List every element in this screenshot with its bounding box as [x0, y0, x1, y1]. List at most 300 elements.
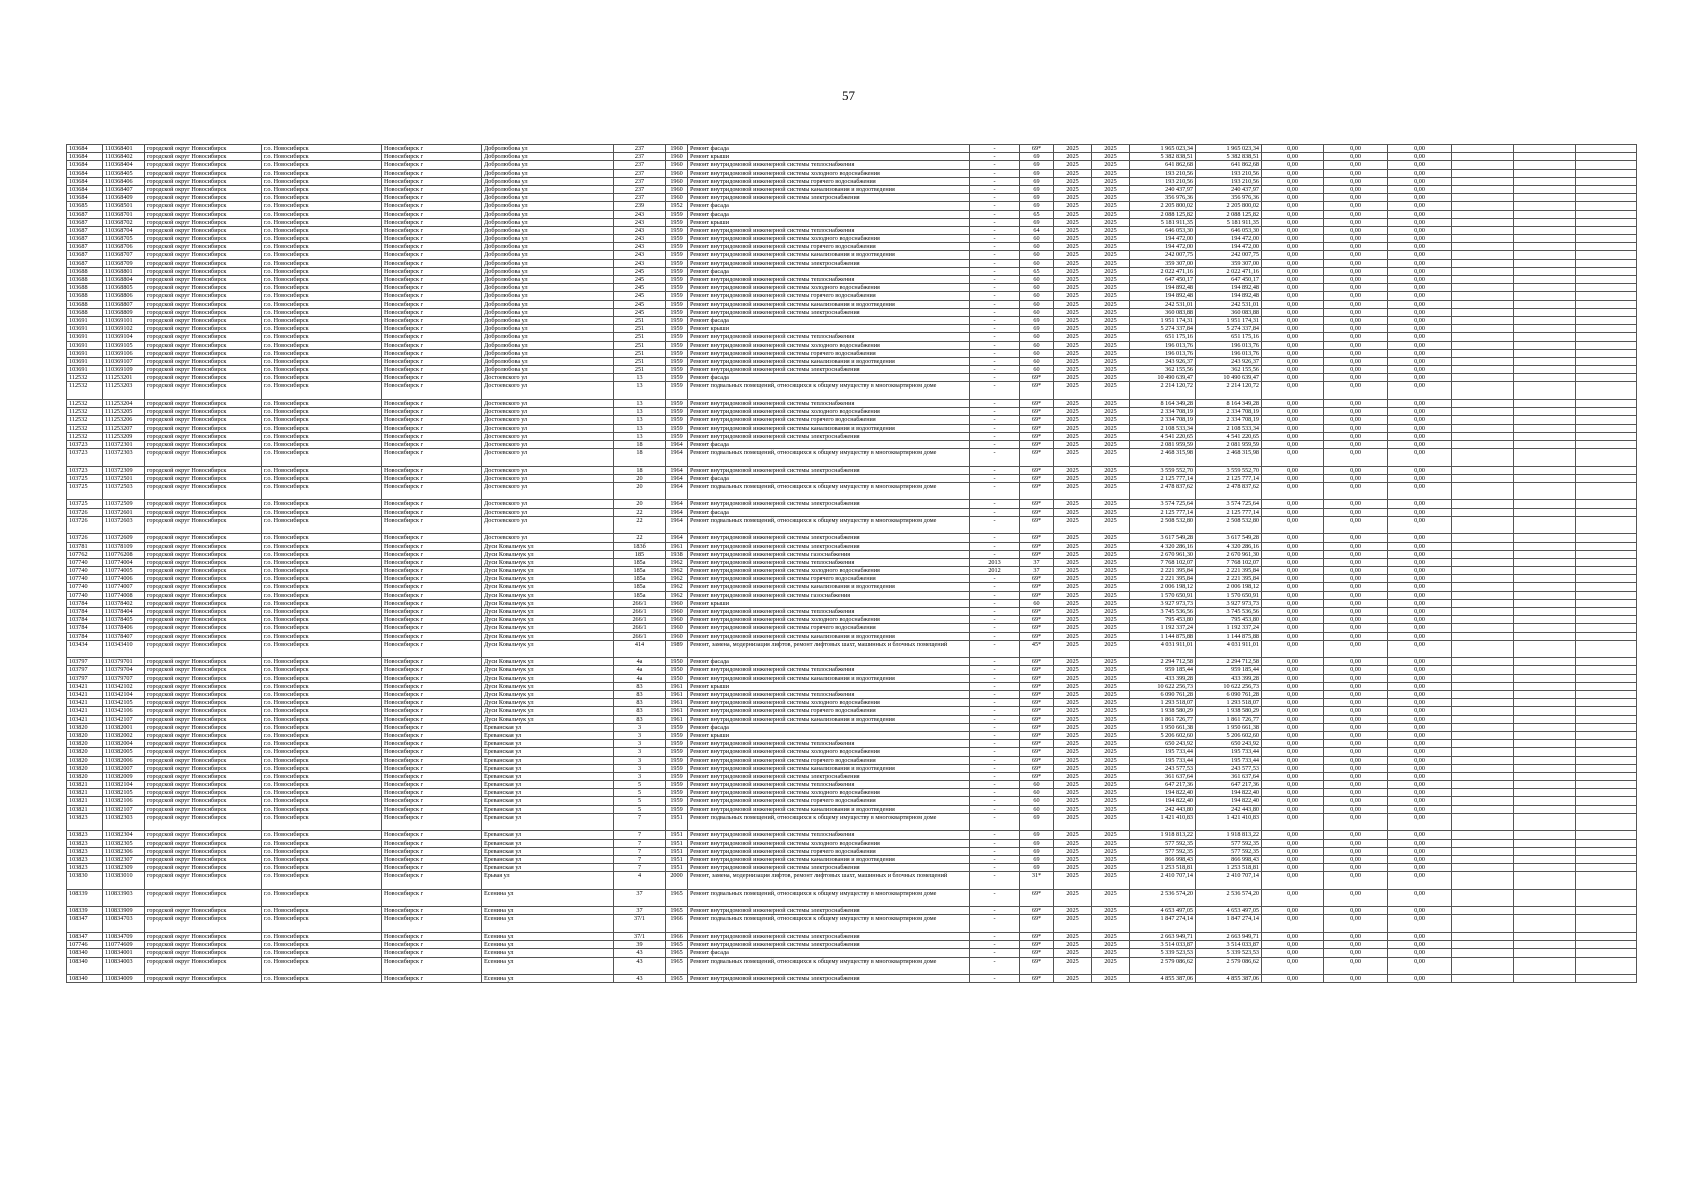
table-cell: Есенина ул	[482, 932, 614, 940]
table-cell: 0,00	[1324, 500, 1388, 508]
table-cell: 2025	[1092, 408, 1130, 416]
table-cell: -	[970, 805, 1020, 813]
table-cell: -	[970, 707, 1020, 715]
table-cell: 18	[614, 466, 666, 474]
table-cell: 0,00	[1262, 640, 1324, 658]
table-cell: 1960	[666, 161, 688, 169]
table-cell: 4 541 220,65	[1130, 432, 1196, 440]
table-cell: 103821	[67, 781, 103, 789]
table-cell: -	[970, 608, 1020, 616]
table-cell: городской округ Новосибирск	[145, 674, 262, 682]
table-cell: Новосибирск г	[382, 218, 482, 226]
table-cell: г.о. Новосибирск	[262, 583, 382, 591]
table-cell: городской округ Новосибирск	[145, 839, 262, 847]
table-cell: 2025	[1054, 864, 1092, 872]
table-cell: 0,00	[1324, 177, 1388, 185]
empty-cell	[1514, 847, 1576, 855]
table-cell: 1 950 661,38	[1130, 723, 1196, 731]
empty-cell	[1452, 558, 1514, 566]
empty-cell	[1576, 161, 1637, 169]
table-cell: Достоевского ул	[482, 482, 614, 500]
table-cell: 2 108 533,34	[1130, 424, 1196, 432]
table-cell: 110368501	[103, 202, 145, 210]
table-cell: 1959	[666, 226, 688, 234]
table-row	[67, 218, 1637, 226]
table-cell: 237	[614, 177, 666, 185]
table-cell: 1959	[666, 781, 688, 789]
table-cell: 2025	[1054, 516, 1092, 534]
table-cell: 194 472,00	[1196, 235, 1262, 243]
table-cell: 43	[614, 975, 666, 983]
table-cell: 2025	[1054, 357, 1092, 365]
table-cell: 0,00	[1262, 907, 1324, 915]
table-cell: 2025	[1092, 608, 1130, 616]
table-cell: 0,00	[1262, 616, 1324, 624]
table-cell: 651 175,16	[1196, 333, 1262, 341]
empty-cell	[1514, 583, 1576, 591]
table-cell: 103797	[67, 666, 103, 674]
table-cell: 45*	[1020, 640, 1054, 658]
table-row	[67, 449, 1637, 467]
table-cell: 110378405	[103, 616, 145, 624]
empty-cell	[1576, 542, 1637, 550]
table-cell: -	[970, 349, 1020, 357]
table-cell: 0,00	[1262, 975, 1324, 983]
table-cell: 2025	[1054, 341, 1092, 349]
table-cell: -	[970, 915, 1020, 933]
table-cell: 103784	[67, 616, 103, 624]
table-row	[67, 941, 1637, 949]
table-cell: 1959	[666, 308, 688, 316]
table-cell: 2 221 395,84	[1130, 575, 1196, 583]
table-cell: 0,00	[1388, 864, 1452, 872]
table-cell: 69*	[1020, 682, 1054, 690]
table-cell: 0,00	[1324, 218, 1388, 226]
table-cell: 2025	[1092, 723, 1130, 731]
table-cell: Ереванская ул	[482, 813, 614, 831]
table-cell: 20	[614, 482, 666, 500]
empty-cell	[1576, 640, 1637, 658]
table-cell: 13	[614, 399, 666, 407]
table-cell: 65	[1020, 267, 1054, 275]
table-cell: Ремонт подвальных помещений, относящихся к общему имуществу в многоквартирном доме	[688, 482, 970, 500]
table-cell: 0,00	[1262, 259, 1324, 267]
table-cell: Добролюбова ул	[482, 316, 614, 324]
table-cell: городской округ Новосибирск	[145, 864, 262, 872]
table-cell: Новосибирск г	[382, 276, 482, 284]
table-cell: 245	[614, 292, 666, 300]
table-cell: 0,00	[1262, 534, 1324, 542]
empty-cell	[1452, 474, 1514, 482]
table-row	[67, 416, 1637, 424]
table-cell: 110382105	[103, 789, 145, 797]
table-cell: 103687	[67, 226, 103, 234]
empty-cell	[1452, 399, 1514, 407]
table-row	[67, 855, 1637, 863]
empty-cell	[1514, 624, 1576, 632]
table-cell: 0,00	[1388, 251, 1452, 259]
table-cell: Новосибирск г	[382, 432, 482, 440]
table-cell: -	[970, 674, 1020, 682]
table-cell: 2025	[1054, 740, 1092, 748]
table-cell: 69*	[1020, 474, 1054, 482]
table-cell: 185а	[614, 558, 666, 566]
table-cell: 60	[1020, 797, 1054, 805]
table-cell: городской округ Новосибирск	[145, 723, 262, 731]
table-cell: 0,00	[1262, 839, 1324, 847]
table-cell: Ремонт внутридомовой инженерной системы электроснабжения	[688, 308, 970, 316]
table-cell: 2025	[1092, 349, 1130, 357]
table-cell: 37/1	[614, 932, 666, 940]
table-cell: 1966	[666, 932, 688, 940]
table-cell: 110379701	[103, 658, 145, 666]
table-cell: городской округ Новосибирск	[145, 616, 262, 624]
empty-cell	[1514, 575, 1576, 583]
table-cell: Ремонт внутридомовой инженерной системы канализования и водоотведения	[688, 251, 970, 259]
table-cell: 0,00	[1388, 789, 1452, 797]
table-cell: 10 622 256,73	[1130, 682, 1196, 690]
table-cell: 2025	[1054, 349, 1092, 357]
table-cell: 0,00	[1324, 534, 1388, 542]
table-cell: 110368709	[103, 259, 145, 267]
table-cell: 103688	[67, 300, 103, 308]
table-cell: Достоевского ул	[482, 508, 614, 516]
table-row	[67, 432, 1637, 440]
table-cell: 251	[614, 333, 666, 341]
table-cell: 110382304	[103, 831, 145, 839]
empty-cell	[1452, 210, 1514, 218]
table-cell: -	[970, 855, 1020, 863]
table-cell: г.о. Новосибирск	[262, 300, 382, 308]
table-cell: 0,00	[1262, 632, 1324, 640]
table-cell: 243	[614, 251, 666, 259]
table-cell: Новосибирск г	[382, 177, 482, 185]
table-cell: Новосибирск г	[382, 194, 482, 202]
table-cell: 2 478 837,62	[1196, 482, 1262, 500]
table-row	[67, 889, 1637, 907]
table-cell: 69*	[1020, 699, 1054, 707]
table-cell: 2025	[1092, 707, 1130, 715]
table-cell: 646 053,30	[1196, 226, 1262, 234]
table-cell: г.о. Новосибирск	[262, 847, 382, 855]
table-cell: 110382309	[103, 864, 145, 872]
table-cell: городской округ Новосибирск	[145, 177, 262, 185]
table-cell: 185а	[614, 583, 666, 591]
table-row	[67, 284, 1637, 292]
table-cell: Новосибирск г	[382, 333, 482, 341]
table-cell: -	[970, 440, 1020, 448]
table-cell: городской округ Новосибирск	[145, 707, 262, 715]
table-cell: 110372503	[103, 482, 145, 500]
table-cell: 69	[1020, 185, 1054, 193]
table-cell: 103684	[67, 185, 103, 193]
empty-cell	[1576, 575, 1637, 583]
table-cell: 2025	[1092, 789, 1130, 797]
table-cell: 2025	[1092, 516, 1130, 534]
table-cell: городской округ Новосибирск	[145, 583, 262, 591]
empty-cell	[1514, 975, 1576, 983]
table-cell: Новосибирск г	[382, 764, 482, 772]
table-cell: 60	[1020, 349, 1054, 357]
table-cell: 110379707	[103, 674, 145, 682]
table-cell: 110378404	[103, 608, 145, 616]
empty-cell	[1576, 550, 1637, 558]
table-cell: г.о. Новосибирск	[262, 740, 382, 748]
table-cell: 107740	[67, 591, 103, 599]
table-cell: 1 950 661,38	[1196, 723, 1262, 731]
table-cell: 2025	[1054, 316, 1092, 324]
empty-cell	[1514, 534, 1576, 542]
empty-cell	[1514, 915, 1576, 933]
table-cell: 0,00	[1262, 542, 1324, 550]
table-cell: Дуси Ковальчук ул	[482, 666, 614, 674]
empty-cell	[1576, 466, 1637, 474]
table-cell: Ремонт подвальных помещений, относящихся к общему имуществу в многоквартирном доме	[688, 915, 970, 933]
table-cell: 110372609	[103, 534, 145, 542]
table-cell: 2025	[1092, 632, 1130, 640]
table-cell: 0,00	[1388, 408, 1452, 416]
table-cell: 2025	[1054, 756, 1092, 764]
table-cell: 2025	[1092, 674, 1130, 682]
table-cell: 108340	[67, 949, 103, 957]
empty-cell	[1576, 567, 1637, 575]
table-row	[67, 599, 1637, 607]
table-cell: 2025	[1092, 864, 1130, 872]
table-cell: Достоевского ул	[482, 416, 614, 424]
table-cell: 2 508 532,80	[1130, 516, 1196, 534]
table-cell: Ремонт подвальных помещений, относящихся к общему имуществу в многоквартирном доме	[688, 449, 970, 467]
table-cell: 0,00	[1388, 308, 1452, 316]
table-cell: городской округ Новосибирск	[145, 575, 262, 583]
table-cell: 103726	[67, 516, 103, 534]
table-cell: 110372509	[103, 500, 145, 508]
table-cell: Новосибирск г	[382, 440, 482, 448]
table-cell: 69	[1020, 325, 1054, 333]
empty-cell	[1514, 855, 1576, 863]
table-cell: -	[970, 226, 1020, 234]
table-cell: 266/1	[614, 616, 666, 624]
empty-cell	[1576, 382, 1637, 400]
table-cell: Добролюбова ул	[482, 284, 614, 292]
table-cell: Есенина ул	[482, 975, 614, 983]
table-row	[67, 658, 1637, 666]
table-cell: Новосибирск г	[382, 699, 482, 707]
empty-cell	[1514, 740, 1576, 748]
table-cell: 0,00	[1324, 382, 1388, 400]
table-cell: 2025	[1092, 259, 1130, 267]
table-cell: 1959	[666, 756, 688, 764]
empty-cell	[1514, 957, 1576, 975]
table-cell: г.о. Новосибирск	[262, 145, 382, 153]
table-cell: 2025	[1054, 558, 1092, 566]
table-cell: г.о. Новосибирск	[262, 831, 382, 839]
table-cell: 0,00	[1262, 399, 1324, 407]
table-row	[67, 781, 1637, 789]
empty-cell	[1514, 235, 1576, 243]
table-cell: Ремонт внутридомовой инженерной системы канализования и водоотведения	[688, 715, 970, 723]
table-cell: 0,00	[1262, 416, 1324, 424]
table-cell: 103784	[67, 608, 103, 616]
empty-cell	[1576, 691, 1637, 699]
table-cell: -	[970, 658, 1020, 666]
empty-cell	[1452, 202, 1514, 210]
table-cell: 2025	[1092, 382, 1130, 400]
table-cell: 0,00	[1388, 731, 1452, 739]
table-cell: 0,00	[1388, 202, 1452, 210]
table-cell: 2025	[1054, 153, 1092, 161]
empty-cell	[1514, 374, 1576, 382]
table-cell: -	[970, 949, 1020, 957]
table-cell: городской округ Новосибирск	[145, 889, 262, 907]
empty-cell	[1452, 440, 1514, 448]
table-cell: 1962	[666, 567, 688, 575]
table-cell: 362 155,56	[1130, 366, 1196, 374]
table-cell: Новосибирск г	[382, 608, 482, 616]
table-cell: г.о. Новосибирск	[262, 424, 382, 432]
empty-cell	[1514, 805, 1576, 813]
table-cell: 10 490 639,47	[1130, 374, 1196, 382]
empty-cell	[1452, 723, 1514, 731]
table-row	[67, 500, 1637, 508]
table-cell: Новосибирск г	[382, 316, 482, 324]
table-cell: 0,00	[1388, 145, 1452, 153]
table-cell: 69*	[1020, 748, 1054, 756]
table-cell: 1959	[666, 416, 688, 424]
empty-cell	[1452, 482, 1514, 500]
table-cell: 4 855 387,06	[1130, 975, 1196, 983]
empty-cell	[1576, 251, 1637, 259]
table-cell: 5 274 337,84	[1130, 325, 1196, 333]
table-cell: 1961	[666, 715, 688, 723]
table-row	[67, 864, 1637, 872]
table-cell: 1961	[666, 691, 688, 699]
table-cell: 0,00	[1324, 872, 1388, 890]
table-cell: 2 579 086,62	[1196, 957, 1262, 975]
table-row	[67, 740, 1637, 748]
table-cell: 110776208	[103, 550, 145, 558]
empty-cell	[1576, 316, 1637, 324]
table-cell: Дуси Ковальчук ул	[482, 583, 614, 591]
table-cell: 7	[614, 855, 666, 863]
table-cell: 60	[1020, 235, 1054, 243]
table-row	[67, 949, 1637, 957]
empty-cell	[1514, 316, 1576, 324]
table-cell: 795 453,80	[1130, 616, 1196, 624]
empty-cell	[1452, 466, 1514, 474]
table-cell: Новосибирск г	[382, 932, 482, 940]
table-row	[67, 399, 1637, 407]
table-cell: г.о. Новосибирск	[262, 957, 382, 975]
table-cell: городской округ Новосибирск	[145, 624, 262, 632]
table-cell: 2025	[1054, 333, 1092, 341]
table-cell: 110342104	[103, 691, 145, 699]
table-cell: Ремонт фасада	[688, 267, 970, 275]
table-cell: Дуси Ковальчук ул	[482, 715, 614, 723]
table-cell: 0,00	[1262, 707, 1324, 715]
table-cell: 111253206	[103, 416, 145, 424]
table-cell: Дуси Ковальчук ул	[482, 624, 614, 632]
empty-cell	[1576, 500, 1637, 508]
table-cell: 1 192 337,24	[1196, 624, 1262, 632]
table-cell: 69*	[1020, 772, 1054, 780]
table-cell: -	[970, 341, 1020, 349]
table-cell: 1962	[666, 575, 688, 583]
table-cell: 2025	[1054, 715, 1092, 723]
table-cell: Новосибирск г	[382, 567, 482, 575]
empty-cell	[1452, 699, 1514, 707]
table-cell: г.о. Новосибирск	[262, 408, 382, 416]
empty-cell	[1576, 226, 1637, 234]
table-cell: 110382307	[103, 855, 145, 863]
table-cell: Ремонт внутридомовой инженерной системы горячего водоснабжения	[688, 707, 970, 715]
table-cell: 110369105	[103, 341, 145, 349]
table-cell: Новосибирск г	[382, 325, 482, 333]
table-cell: 2 334 708,19	[1196, 416, 1262, 424]
table-cell: 108340	[67, 957, 103, 975]
table-cell: городской округ Новосибирск	[145, 145, 262, 153]
table-cell: 2025	[1092, 932, 1130, 940]
table-cell: 69*	[1020, 542, 1054, 550]
empty-cell	[1452, 872, 1514, 890]
table-cell: 0,00	[1388, 915, 1452, 933]
table-cell: 0,00	[1388, 975, 1452, 983]
empty-cell	[1576, 915, 1637, 933]
table-cell: Дуси Ковальчук ул	[482, 682, 614, 690]
table-cell: Достоевского ул	[482, 408, 614, 416]
table-cell: 0,00	[1324, 907, 1388, 915]
empty-cell	[1452, 432, 1514, 440]
table-cell: 1961	[666, 707, 688, 715]
table-cell: 60	[1020, 243, 1054, 251]
table-cell: Ремонт внутридомовой инженерной системы электроснабжения	[688, 500, 970, 508]
table-cell: 110368805	[103, 284, 145, 292]
table-cell: -	[970, 202, 1020, 210]
table-cell: 0,00	[1324, 764, 1388, 772]
table-cell: -	[970, 259, 1020, 267]
table-cell: Ремонт внутридомовой инженерной системы электроснабжения	[688, 932, 970, 940]
table-row	[67, 691, 1637, 699]
table-cell: г.о. Новосибирск	[262, 567, 382, 575]
table-cell: 2025	[1092, 805, 1130, 813]
table-cell: городской округ Новосибирск	[145, 276, 262, 284]
table-cell: г.о. Новосибирск	[262, 941, 382, 949]
table-cell: 577 592,35	[1130, 839, 1196, 847]
table-cell: 0,00	[1388, 153, 1452, 161]
table-cell: 110369106	[103, 349, 145, 357]
table-cell: 4а	[614, 658, 666, 666]
empty-cell	[1452, 508, 1514, 516]
table-cell: 1950	[666, 674, 688, 682]
table-cell: 1961	[666, 682, 688, 690]
table-cell: Новосибирск г	[382, 772, 482, 780]
empty-cell	[1514, 226, 1576, 234]
table-cell: 866 998,43	[1130, 855, 1196, 863]
empty-cell	[1452, 907, 1514, 915]
empty-cell	[1576, 781, 1637, 789]
table-row	[67, 466, 1637, 474]
empty-cell	[1452, 145, 1514, 153]
empty-cell	[1452, 889, 1514, 907]
table-cell: 1959	[666, 316, 688, 324]
table-cell: 2025	[1092, 839, 1130, 847]
table-cell: 103687	[67, 210, 103, 218]
empty-cell	[1452, 169, 1514, 177]
table-cell: -	[970, 508, 1020, 516]
empty-cell	[1452, 756, 1514, 764]
table-cell: 243 926,37	[1130, 357, 1196, 365]
table-cell: 196 013,76	[1130, 349, 1196, 357]
empty-cell	[1452, 357, 1514, 365]
